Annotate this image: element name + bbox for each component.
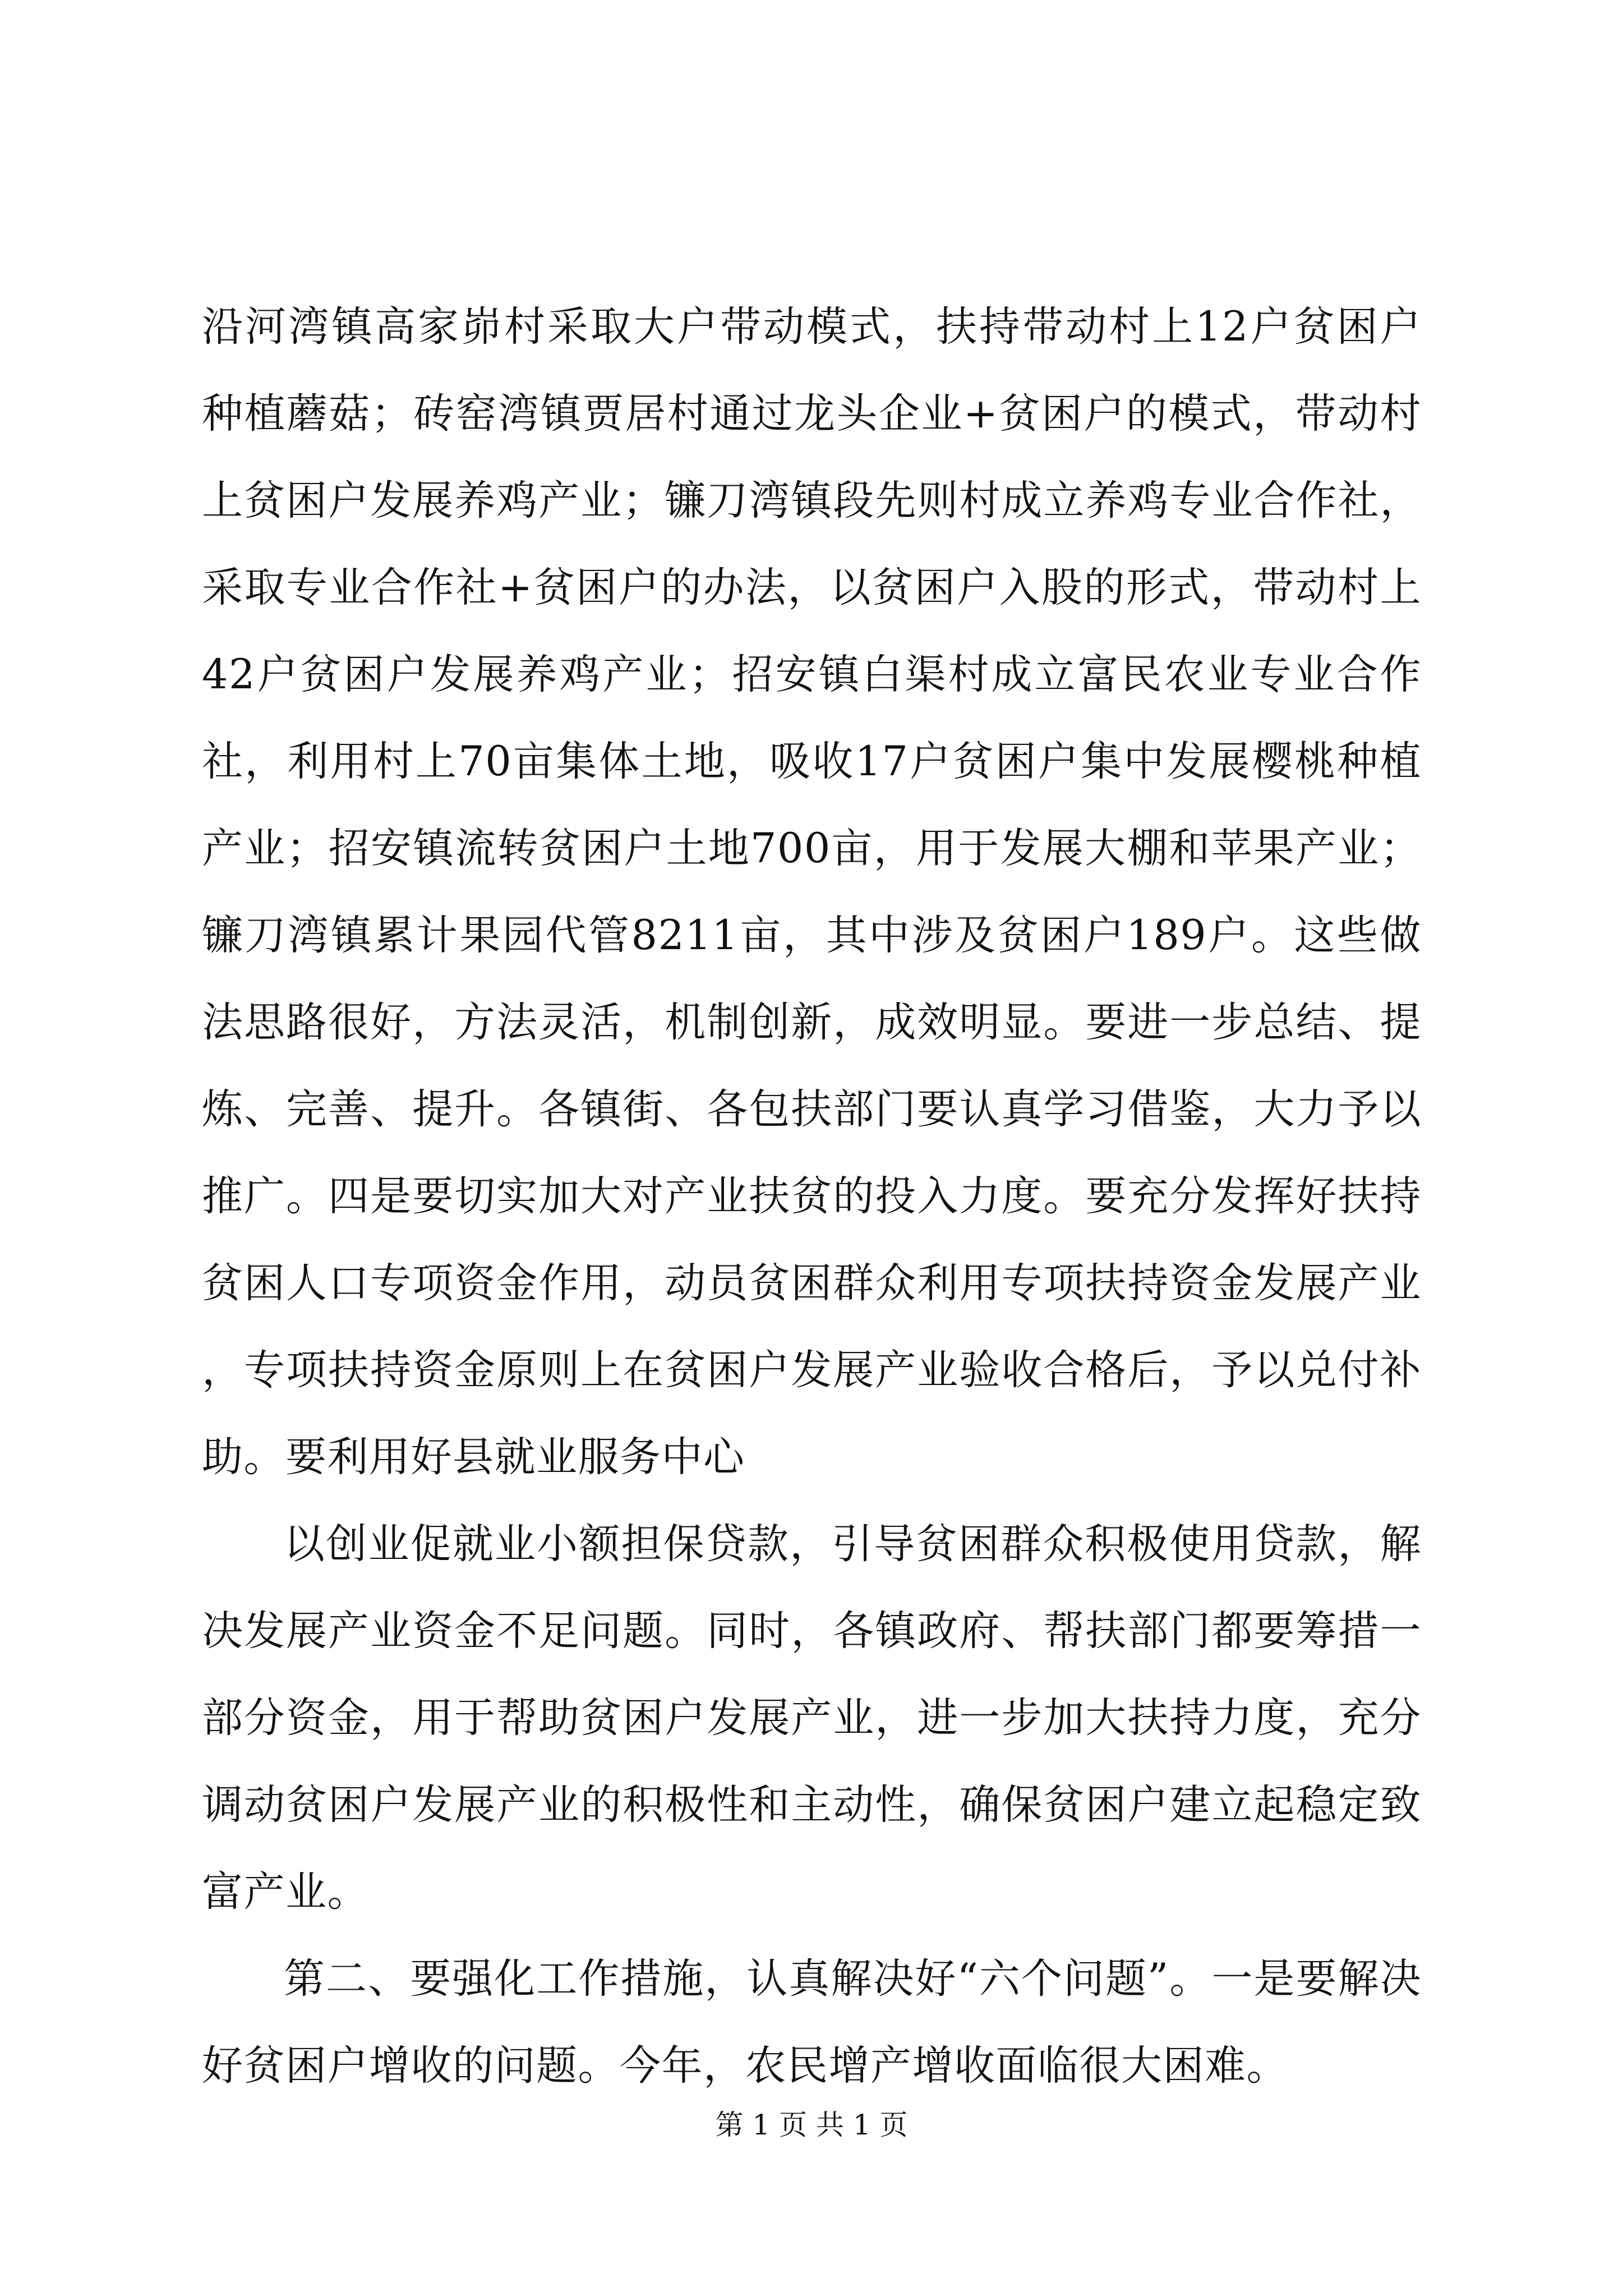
- paragraph-3: 第二、要强化工作措施，认真解决好“六个问题”。一是要解决好贫困户增收的问题。今年，农民增产增收面临很大困难。: [202, 1955, 1422, 2090]
- paragraph-2: 以创业促就业小额担保贷款，引导贫困群众积极使用贷款，解决发展产业资金不足问题。同时，各镇政府、帮扶部门都要筹措一部分资金，用于帮助贫困户发展产业，进一步加大扶持力度，充分调动贫困户发展产业的积极性和主动性，确保贫困户建立起稳定致富产业。: [202, 1520, 1422, 1916]
- paragraph-1: 沿河湾镇高家峁村采取大户带动模式，扶持带动村上12户贫困户种植蘑菇；砖窑湾镇贾居村通过龙头企业+贫困户的模式，带动村上贫困户发展养鸡产业；镰刀湾镇段先则村成立养鸡专业合作社，采取专业合作社+贫困户的办法，以贫困户入股的形式，带动村上42户贫困户发展养鸡产业；招安镇白渠村成立富民农业专业合作社，利用村上70亩集体土地，吸收17户贫困户集中发展樱桃种植产业；招安镇流转贫困户土地700亩，用于发展大棚和苹果产业；镰刀湾镇累计果园代管8211亩，其中涉及贫困户189户。这些做法思路很好，方法灵活，机制创新，成效明显。要进一步总结、提炼、完善、提升。各镇街、各包扶部门要认真学习借鉴，大力予以推广。四是要切实加大对产业扶贫的投入力度。要充分发挥好扶持贫困人口专项资金作用，动员贫困群众利用专项扶持资金发展产业，专项扶持资金原则上在贫困户发展产业验收合格后，予以兑付补助。要利用好县就业服务中心: [202, 303, 1422, 1481]
- document-body: [202, 283, 1422, 2109]
- page-number-footer: 第 1 页 共 1 页: [715, 2109, 908, 2141]
